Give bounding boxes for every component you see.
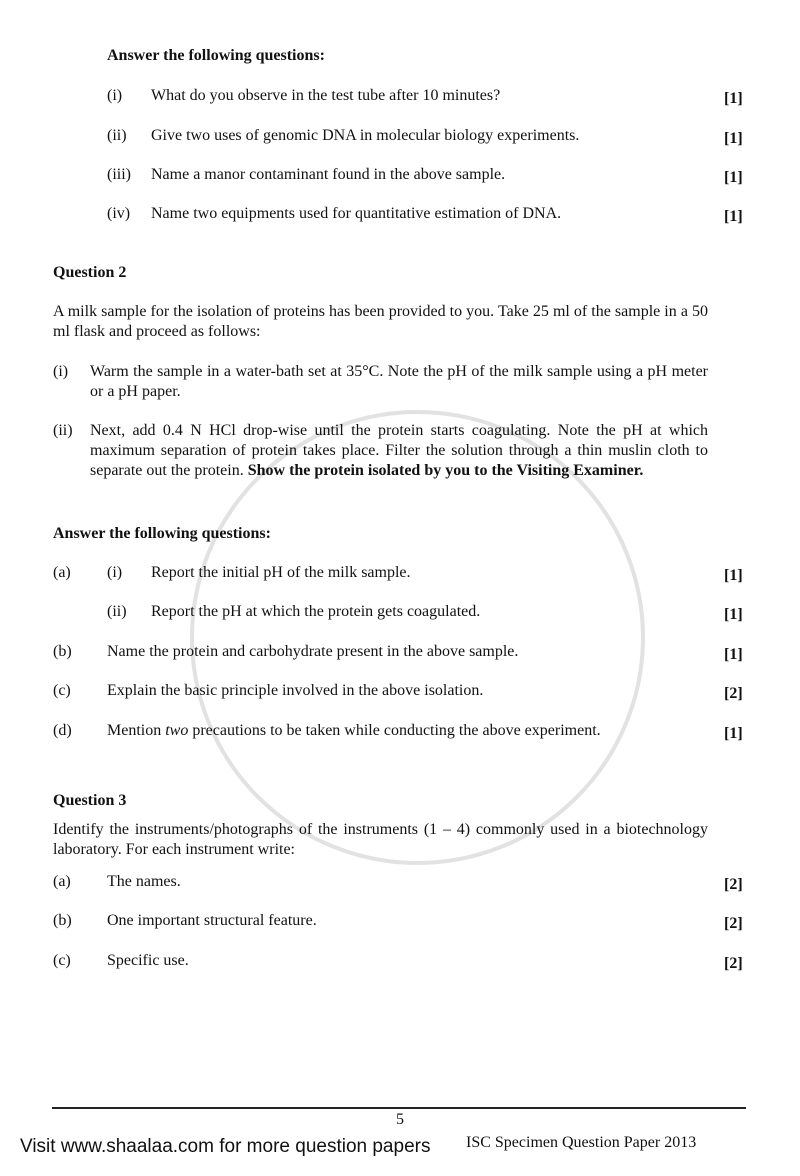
footer-link-text[interactable]: Visit www.shaalaa.com for more question papers	[20, 1136, 431, 1157]
item-marks: [1]	[724, 606, 743, 623]
footer-divider	[52, 1107, 746, 1109]
section-heading: Answer the following questions:	[107, 47, 325, 64]
item-marks: [2]	[724, 876, 743, 893]
text-part: precautions to be taken while conducting the above experiment.	[188, 722, 601, 739]
item-label: (a)	[53, 564, 71, 581]
footer-paper-title: ISC Specimen Question Paper 2013	[466, 1134, 697, 1151]
item-text: Name a manor contaminant found in the above sample.	[151, 166, 506, 183]
item-marks: [1]	[724, 208, 743, 225]
step-text: Warm the sample in a water-bath set at 35°C. Note the pH of the milk sample using a pH meter or a pH paper.	[90, 363, 708, 400]
item-sublabel: (ii)	[107, 603, 127, 620]
item-text: Give two uses of genomic DNA in molecular biology experiments.	[151, 127, 580, 144]
item-label: (ii)	[107, 127, 127, 144]
item-label: (c)	[53, 952, 71, 969]
step-label: (i)	[53, 363, 69, 380]
item-label: (a)	[53, 873, 71, 890]
item-marks: [1]	[724, 725, 743, 742]
item-text: Name the protein and carbohydrate present in the above sample.	[107, 643, 519, 660]
item-text: One important structural feature.	[107, 912, 317, 929]
item-label: (iii)	[107, 166, 131, 183]
item-label: (d)	[53, 722, 72, 739]
step-text-bold: Show the protein isolated by you to the Visiting Examiner.	[247, 462, 644, 479]
item-marks: [1]	[724, 169, 743, 186]
item-marks: [2]	[724, 955, 743, 972]
item-marks: [1]	[724, 567, 743, 584]
item-label: (iv)	[107, 205, 131, 222]
item-text: Explain the basic principle involved in the above isolation.	[107, 682, 484, 699]
item-label: (i)	[107, 87, 123, 104]
question-2-title: Question 2	[53, 264, 127, 281]
item-text: Specific use.	[107, 952, 189, 969]
page-number: 5	[396, 1111, 404, 1128]
item-marks: [1]	[724, 90, 743, 107]
item-text: What do you observe in the test tube after 10 minutes?	[151, 87, 501, 104]
item-marks: [1]	[724, 130, 743, 147]
item-text	[107, 721, 601, 741]
text-part: Mention	[107, 722, 166, 739]
item-marks: [1]	[724, 646, 743, 663]
step-label: (ii)	[53, 422, 73, 439]
step-text	[90, 421, 708, 481]
item-text: Report the pH at which the protein gets coagulated.	[151, 603, 481, 620]
item-text: Report the initial pH of the milk sample.	[151, 564, 411, 581]
step-text-plain: Next, add 0.4 N HCl drop-wise until the protein starts coagulating. Note the pH at which maximum separation of protein takes place. Filter the solution through a thin muslin cloth to separate out the protein.	[90, 422, 708, 479]
item-marks: [2]	[724, 685, 743, 702]
question-3-title: Question 3	[53, 792, 127, 809]
question-3-intro: Identify the instruments/photographs of the instruments (1 – 4) commonly used in a biotechnology laboratory. For each instrument write:	[53, 821, 708, 858]
item-label: (b)	[53, 643, 72, 660]
item-label: (c)	[53, 682, 71, 699]
item-label: (b)	[53, 912, 72, 929]
text-emphasis: two	[165, 722, 189, 739]
item-text: The names.	[107, 873, 181, 890]
item-marks: [2]	[724, 915, 743, 932]
section-heading: Answer the following questions:	[53, 525, 271, 542]
question-2-intro: A milk sample for the isolation of proteins has been provided to you. Take 25 ml of the sample in a 50 ml flask and proceed as follows:	[53, 303, 708, 340]
item-text: Name two equipments used for quantitative estimation of DNA.	[151, 205, 562, 222]
item-sublabel: (i)	[107, 564, 123, 581]
